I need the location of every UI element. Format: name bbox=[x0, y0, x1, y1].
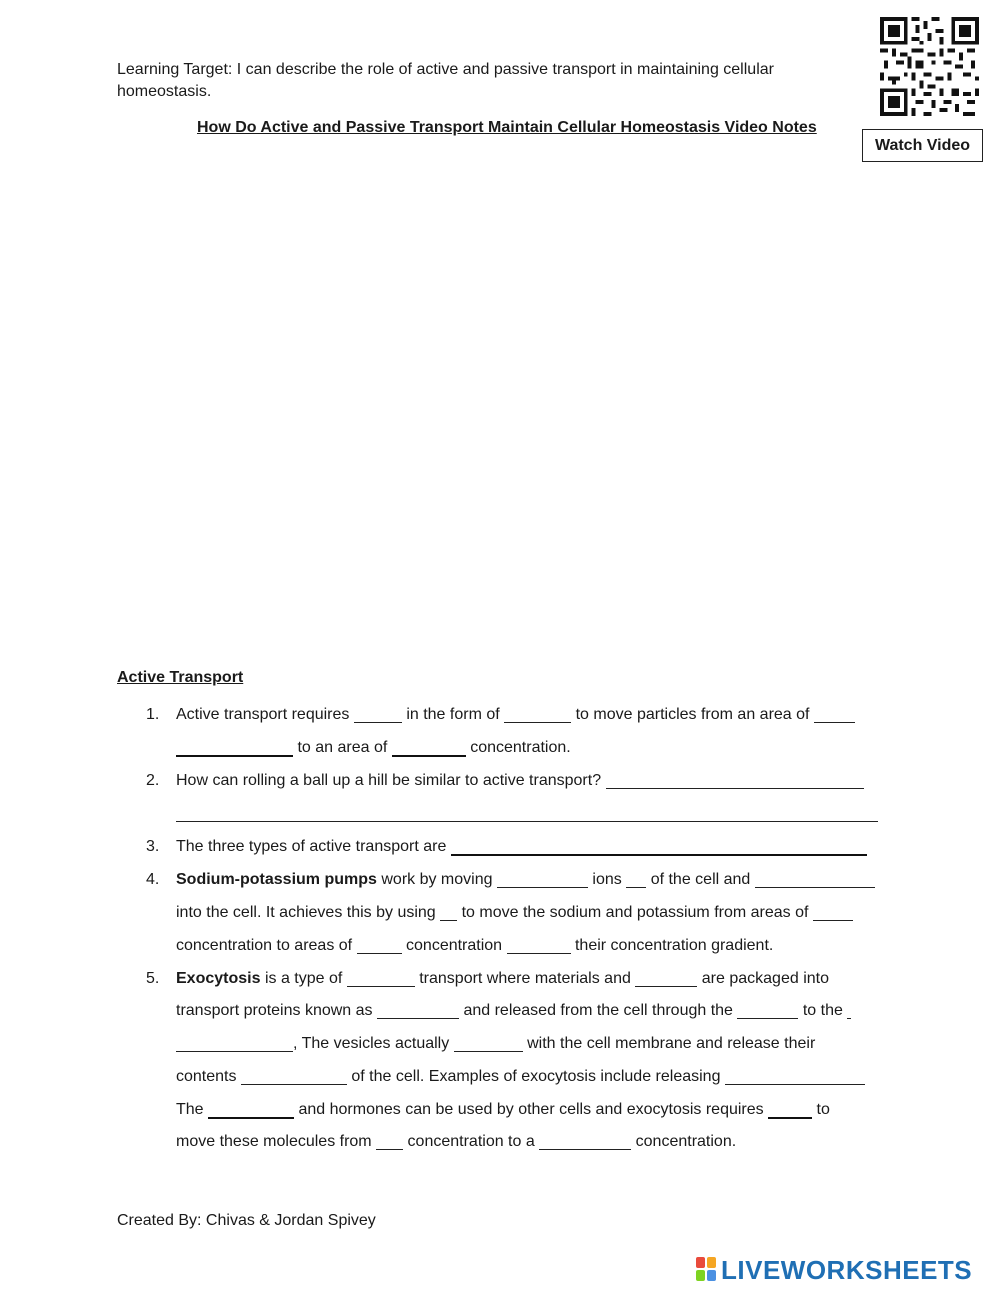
q4-blank-1[interactable] bbox=[497, 871, 588, 888]
q1-text: in the form of bbox=[406, 706, 500, 723]
q5-text: of the cell. Examples of exocytosis include releasing bbox=[351, 1068, 721, 1085]
q5-blank-1[interactable] bbox=[347, 970, 415, 987]
q4-text: of the cell and bbox=[650, 871, 751, 888]
question-number-1: 1. bbox=[146, 706, 160, 723]
q4-blank-4[interactable] bbox=[440, 904, 457, 921]
q5-blank-4[interactable] bbox=[737, 1002, 798, 1019]
q5-text: and hormones can be used by other cells and exocytosis requires bbox=[298, 1101, 764, 1118]
q5-text: contents bbox=[176, 1068, 237, 1085]
q5-text: with the cell membrane and release their bbox=[527, 1035, 816, 1052]
q5-text: concentration. bbox=[635, 1133, 737, 1150]
section-heading-active-transport: Active Transport bbox=[117, 669, 244, 686]
q5-blank-2[interactable] bbox=[635, 970, 697, 987]
q4-blank-2[interactable] bbox=[626, 871, 646, 888]
question-2-line-2 bbox=[176, 804, 878, 824]
learning-target: Learning Target: I can describe the role of active and passive transport in maintaining cellular homeostasis. bbox=[117, 61, 774, 100]
q5-blank-6[interactable] bbox=[176, 1035, 293, 1052]
question-5-line-4 bbox=[176, 1067, 865, 1087]
question-4-line-1 bbox=[176, 870, 875, 890]
q1-blank-3[interactable] bbox=[814, 706, 855, 723]
brand-name: LIVEWORKSHEETS bbox=[721, 1255, 973, 1285]
q1-text: to an area of bbox=[297, 739, 388, 756]
q4-blank-6[interactable] bbox=[357, 937, 402, 954]
q5-blank-12[interactable] bbox=[376, 1133, 403, 1150]
q1-text: Active transport requires bbox=[176, 706, 350, 723]
q5-text: The bbox=[176, 1101, 204, 1118]
q4-blank-3[interactable] bbox=[755, 871, 875, 888]
q4-text: concentration bbox=[406, 937, 503, 954]
q5-blank-7[interactable] bbox=[454, 1035, 523, 1052]
q5-text: transport proteins known as bbox=[176, 1002, 373, 1019]
q5-blank-5[interactable] bbox=[847, 1002, 851, 1019]
q5-term: Exocytosis bbox=[176, 970, 261, 987]
q5-blank-10[interactable] bbox=[208, 1101, 294, 1119]
q5-text: is a type of bbox=[264, 970, 343, 987]
q5-blank-11[interactable] bbox=[768, 1101, 812, 1119]
q5-text: to bbox=[816, 1101, 830, 1118]
q5-text: to the bbox=[802, 1002, 843, 1019]
q5-text: concentration to a bbox=[407, 1133, 535, 1150]
q4-text: into the cell. It achieves this by using bbox=[176, 904, 436, 921]
q1-text: to move particles from an area of bbox=[575, 706, 810, 723]
q2-text: How can rolling a ball up a hill be similar to active transport? bbox=[176, 772, 602, 789]
q5-blank-3[interactable] bbox=[377, 1002, 459, 1019]
question-5-line-1 bbox=[176, 969, 829, 989]
question-1-line-2 bbox=[176, 738, 571, 758]
q5-text: move these molecules from bbox=[176, 1133, 372, 1150]
q5-blank-9[interactable] bbox=[725, 1068, 865, 1085]
q4-text: work by moving bbox=[381, 871, 493, 888]
footer-credit: Created By: Chivas & Jordan Spivey bbox=[117, 1212, 376, 1229]
question-number-5: 5. bbox=[146, 970, 160, 987]
liveworksheets-badge-icon bbox=[696, 1257, 718, 1283]
question-4-line-2 bbox=[176, 903, 853, 923]
question-5-line-3 bbox=[176, 1034, 815, 1054]
question-5-line-2 bbox=[176, 1001, 851, 1021]
q4-text: to move the sodium and potassium from areas of bbox=[461, 904, 809, 921]
q5-text: are packaged into bbox=[701, 970, 829, 987]
question-4-line-3 bbox=[176, 936, 773, 956]
q4-text: their concentration gradient. bbox=[574, 937, 774, 954]
liveworksheets-logo bbox=[696, 1255, 972, 1285]
question-5-line-6 bbox=[176, 1132, 736, 1152]
q1-blank-2[interactable] bbox=[504, 706, 571, 723]
q5-text: and released from the cell through the bbox=[463, 1002, 733, 1019]
q4-blank-5[interactable] bbox=[813, 904, 853, 921]
q4-text: concentration to areas of bbox=[176, 937, 353, 954]
q1-blank-4[interactable] bbox=[176, 739, 293, 757]
q1-blank-5[interactable] bbox=[392, 739, 466, 757]
q5-blank-13[interactable] bbox=[539, 1133, 631, 1150]
question-number-2: 2. bbox=[146, 772, 160, 789]
q3-blank-1[interactable] bbox=[451, 838, 867, 856]
question-1-line-1 bbox=[176, 705, 855, 725]
question-5-line-5 bbox=[176, 1100, 830, 1120]
q1-blank-1[interactable] bbox=[354, 706, 402, 723]
q5-blank-8[interactable] bbox=[241, 1068, 347, 1085]
q4-blank-7[interactable] bbox=[507, 937, 571, 954]
q5-text: transport where materials and bbox=[419, 970, 631, 987]
q4-term: Sodium-potassium pumps bbox=[176, 871, 377, 888]
q1-text: concentration. bbox=[470, 739, 571, 756]
page-title: How Do Active and Passive Transport Maintain Cellular Homeostasis Video Notes bbox=[197, 119, 817, 136]
q3-text: The three types of active transport are bbox=[176, 838, 447, 855]
watch-video-button[interactable]: Watch Video bbox=[862, 129, 983, 162]
q5-text: , The vesicles actually bbox=[293, 1035, 450, 1052]
video-embed-area bbox=[117, 170, 883, 650]
question-3-line-1 bbox=[176, 837, 867, 857]
question-number-4: 4. bbox=[146, 871, 160, 888]
q2-blank-1[interactable] bbox=[606, 772, 864, 789]
question-number-3: 3. bbox=[146, 838, 160, 855]
q2-blank-2[interactable] bbox=[176, 805, 878, 822]
qr-code-icon bbox=[880, 17, 979, 116]
q4-text: ions bbox=[592, 871, 622, 888]
question-2-line-1 bbox=[176, 771, 864, 791]
